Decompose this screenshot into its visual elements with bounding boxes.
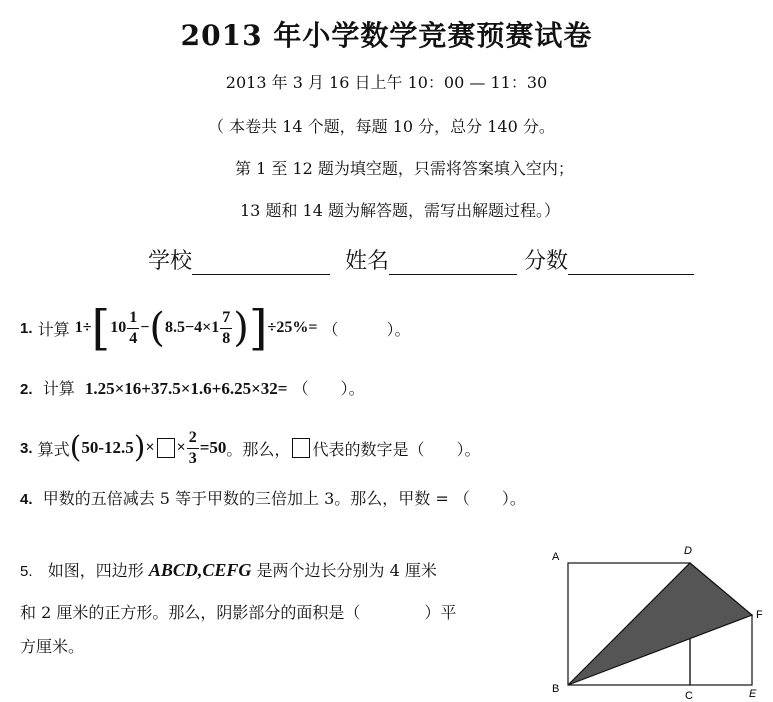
- exam-time: 2013 年 3 月 16 日上午 10：00 — 11：30: [225, 73, 548, 92]
- label-b: B: [552, 683, 560, 695]
- question-1-number: 1.: [20, 319, 33, 337]
- score-blank[interactable]: [568, 250, 694, 275]
- question-1-left-bracket: [: [91, 300, 111, 356]
- name-blank[interactable]: [389, 250, 517, 275]
- question-2-expr: 1.25×16+37.5×1.6+6.25×32=: [84, 379, 288, 398]
- question-3-box-2: [292, 438, 310, 458]
- question-5-text-a: 如图，四边形: [47, 561, 144, 580]
- exam-title: 2013 年小学数学竞赛预赛试卷: [180, 19, 593, 52]
- question-3: [20, 420, 480, 476]
- question-3-label: 算式: [37, 439, 70, 459]
- question-1-right-bracket: ]: [248, 300, 268, 356]
- question-1-left-paren: (: [149, 305, 165, 351]
- question-3-fraction: [187, 430, 199, 467]
- question-3-inner: 50-12.5: [81, 438, 134, 457]
- exam-note-line1: （ 本卷共 14 个题，每题 10 分，总分 140 分。: [208, 117, 555, 136]
- label-f: F: [756, 609, 763, 621]
- question-3-text-2: 代表的数字是（ ）。: [312, 439, 481, 459]
- question-3-fraction-denominator: 3: [188, 449, 197, 467]
- question-3-times-1: ×: [145, 439, 155, 456]
- shaded-triangle-bdf: [568, 563, 752, 685]
- question-2: [20, 376, 365, 399]
- question-5-line-3: 方厘米。: [20, 637, 85, 656]
- question-3-box-1[interactable]: [157, 438, 175, 458]
- question-1-expr-start: 1÷: [74, 319, 92, 336]
- fraction-b-numerator: 7: [220, 310, 232, 329]
- question-1-whole: 10: [110, 319, 127, 336]
- question-1: [20, 296, 411, 360]
- question-1-fraction-a: [127, 310, 139, 347]
- name-label: 姓名: [345, 249, 390, 274]
- question-3-text: 。那么，: [226, 439, 291, 459]
- label-c: C: [685, 690, 693, 700]
- question-1-minus: −: [140, 319, 150, 336]
- question-4: [20, 486, 526, 509]
- question-3-right-paren: ): [133, 430, 146, 465]
- question-1-label: 计算: [37, 319, 70, 339]
- question-4-number: 4.: [20, 491, 33, 508]
- info-fields: [148, 244, 694, 275]
- question-5-line-1: [20, 558, 437, 581]
- question-4-text: 甲数的五倍减去 5 等于甲数的三倍加上 3。那么，甲数 = （ ）。: [42, 489, 526, 508]
- question-1-expr-end: ÷25%=: [267, 319, 318, 336]
- question-2-label: 计算: [42, 379, 75, 398]
- question-1-right-paren: ): [233, 305, 249, 351]
- question-5-text-b: 是两个边长分别为 4 厘米: [256, 561, 437, 580]
- fraction-a-denominator: 4: [129, 329, 138, 347]
- fraction-b-denominator: 8: [222, 329, 231, 347]
- question-1-fraction-b: [220, 310, 232, 347]
- label-a: A: [552, 551, 560, 563]
- score-label: 分数: [524, 249, 569, 274]
- question-3-fraction-numerator: 2: [187, 430, 199, 449]
- question-2-number: 2.: [20, 381, 33, 398]
- question-5-shapes: ABCD,CEFG: [148, 560, 252, 580]
- question-3-equals: =50: [199, 438, 227, 457]
- question-2-answer-blank[interactable]: （ ）。: [292, 379, 365, 398]
- question-3-left-paren: (: [69, 430, 82, 465]
- exam-note-line3: 13 题和 14 题为解答题，需写出解题过程。）: [240, 201, 560, 220]
- question-3-number: 3.: [20, 439, 33, 457]
- squares-figure: [546, 540, 768, 700]
- question-1-inner: 8.5−4×1: [164, 319, 220, 336]
- question-5-number: 5.: [20, 563, 33, 580]
- question-5-line-2: 和 2 厘米的正方形。那么，阴影部分的面积是（ ）平: [20, 603, 457, 622]
- question-3-times-2: ×: [176, 439, 186, 456]
- label-d: D: [684, 545, 692, 557]
- exam-note-line2: 第 1 至 12 题为填空题，只需将答案填入空内；: [235, 159, 574, 178]
- school-label: 学校: [148, 249, 193, 274]
- label-e: E: [749, 688, 757, 700]
- fraction-a-numerator: 1: [127, 310, 139, 329]
- school-blank[interactable]: [192, 250, 330, 275]
- question-1-answer-blank[interactable]: （ ）。: [322, 319, 411, 339]
